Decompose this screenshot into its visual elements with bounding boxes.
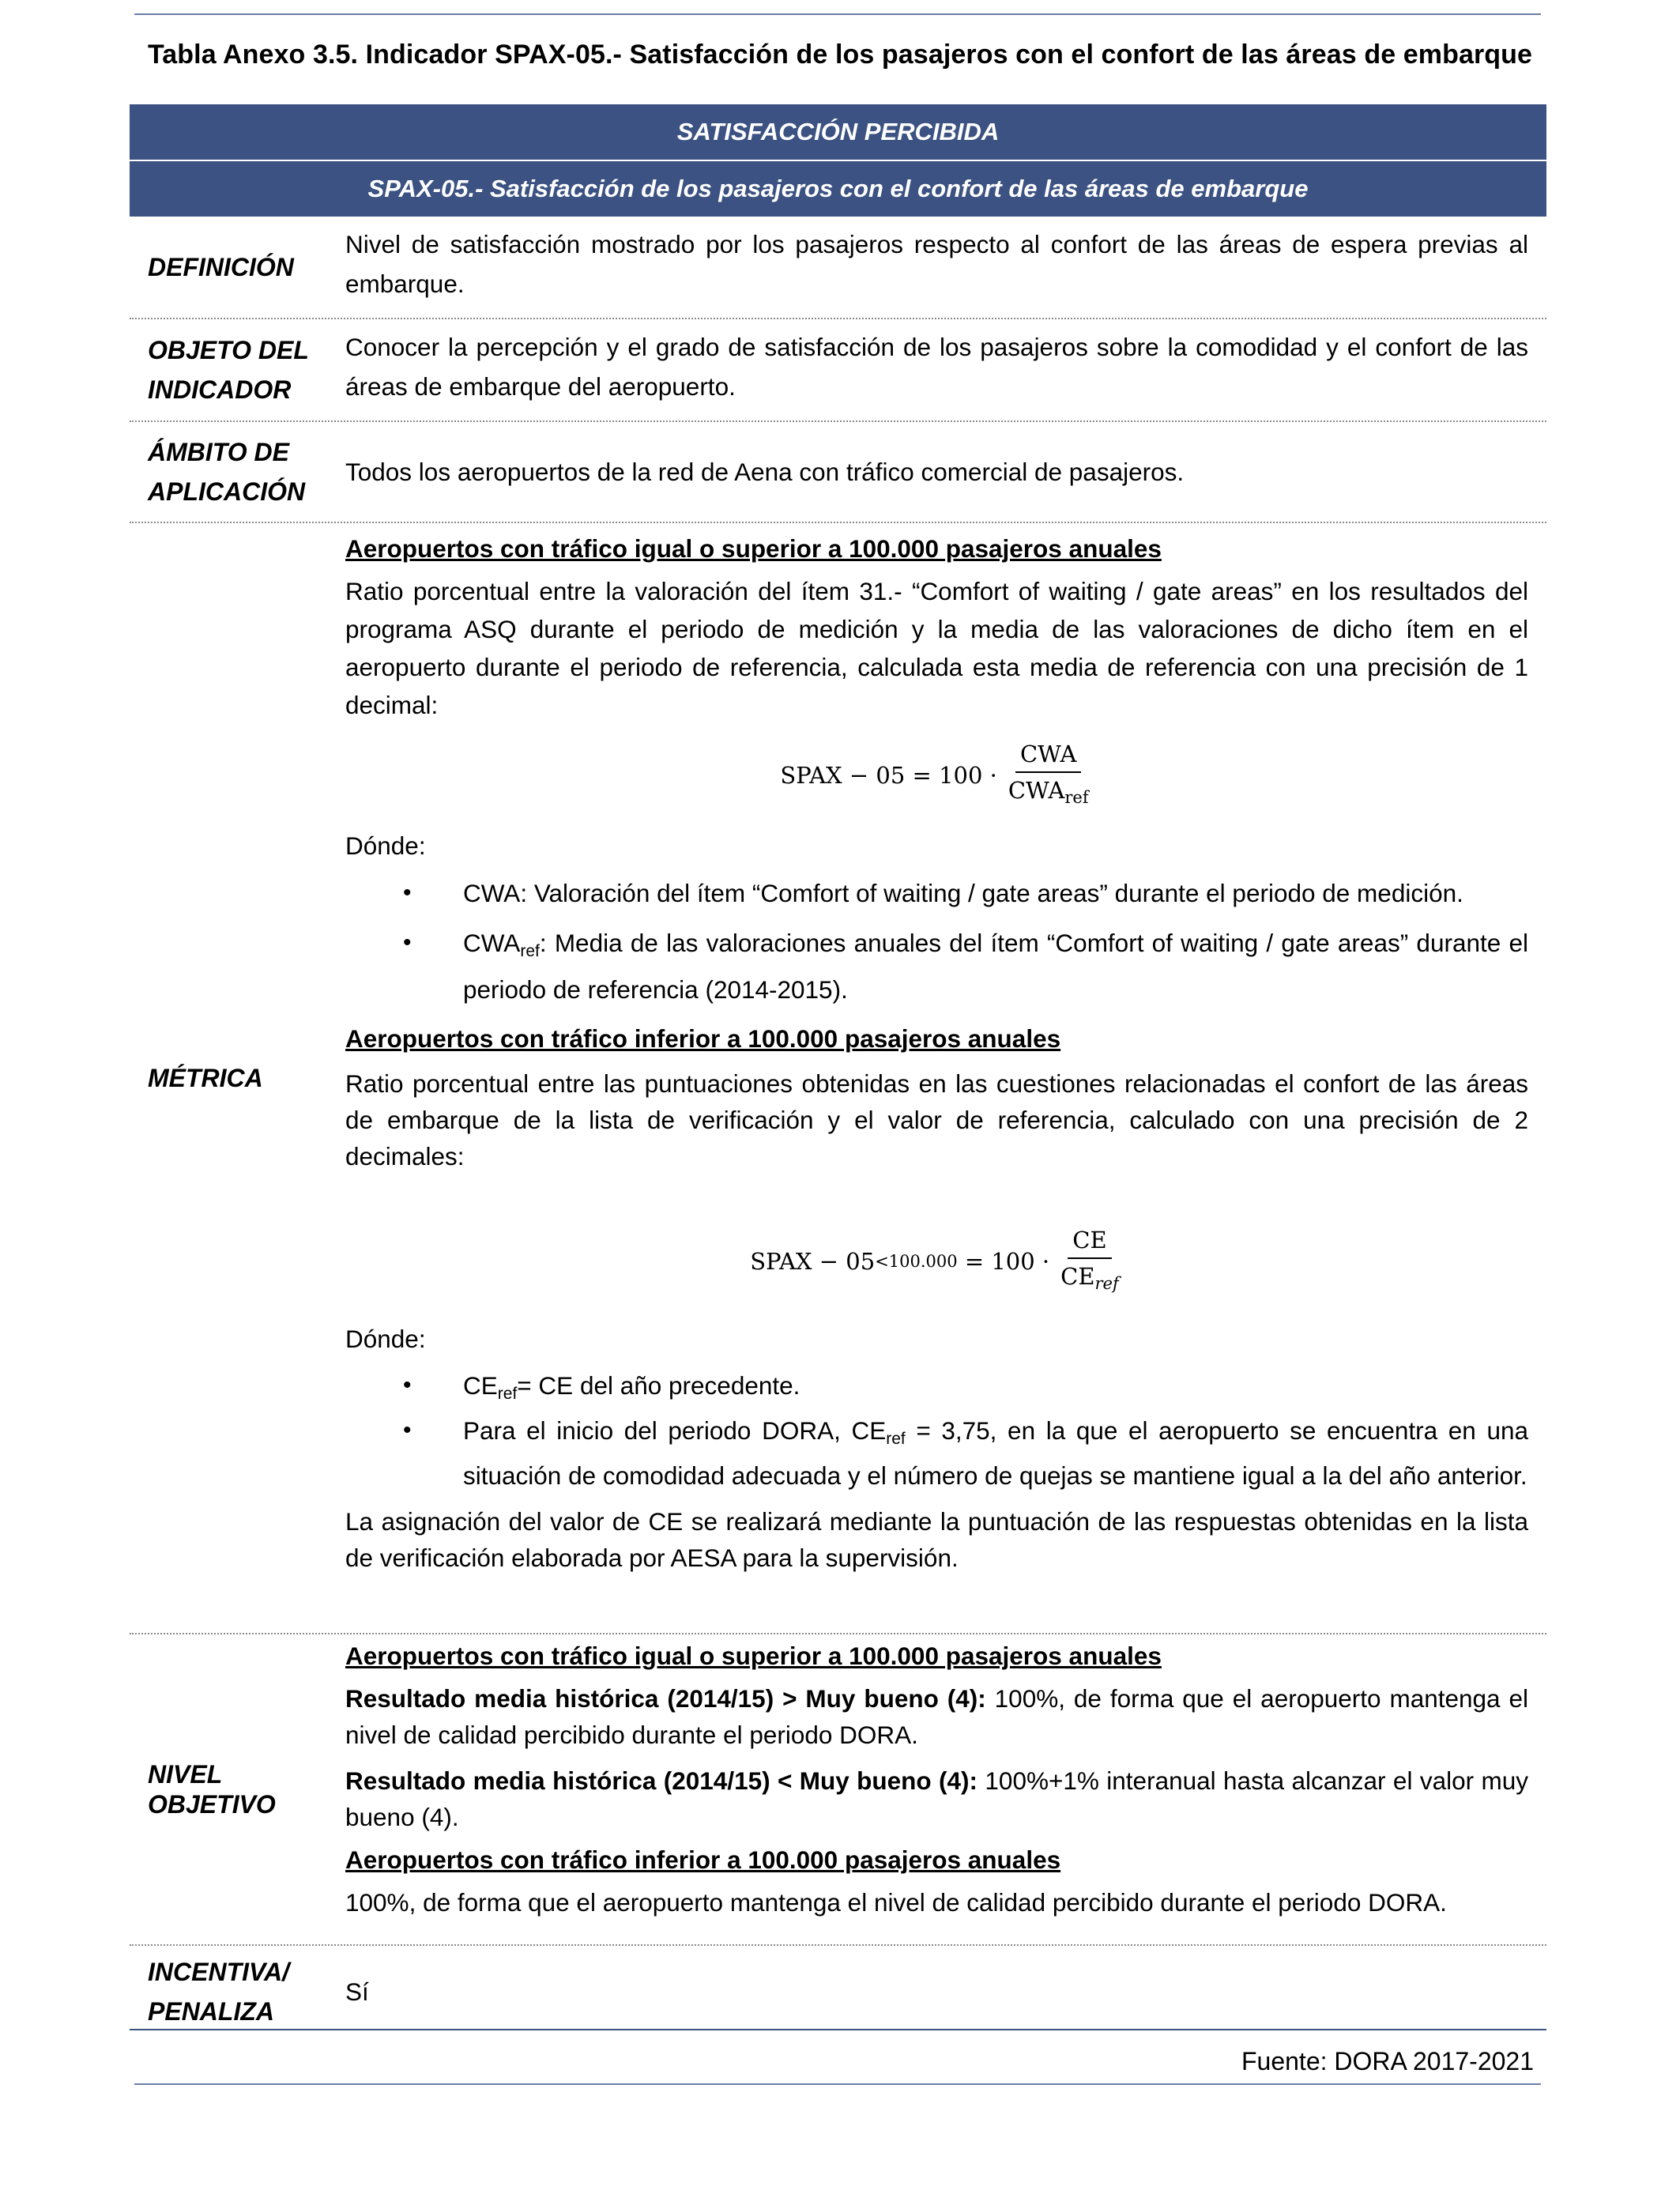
row-value [327,422,1546,522]
row-label: OBJETO DEL INDICADOR [148,336,309,404]
incentiva-text: Sí [345,1977,369,2006]
row-label: ÁMBITO DE APLICACIÓN [148,438,306,506]
row-value [327,1946,1546,2037]
bottom-rule [134,2083,1541,2085]
list-item: • Para el inicio del periodo DORA, $CE_{ref} = 3,75$, en la que el aeropuerto se encuentra en una situación de comodidad adecuada y el número de quejas se mantiene igual a la del año anterior. [345,1412,1528,1494]
metrica-heading-2: Aeropuertos con tráfico inferior a 100.000 pasajeros anuales [345,1024,1061,1053]
nivel-para-1: Resultado media histórica (2014/15) > Muy bueno (4): 100%, de forma que el aeropuerto mantenga el nivel de calidad percibido durante el periodo DORA. [345,1684,1528,1749]
objeto-text: Conocer la percepción y el grado de satisfacción de los pasajeros sobre la comodidad y el confort de las áreas de embarque del aeropuerto. [345,333,1528,401]
nivel-heading-1: Aeropuertos con tráfico igual o superior a 100.000 pasajeros anuales [345,1642,1162,1670]
ambito-text: Todos los aeropuertos de la red de Aena con tráfico comercial de pasajeros. [345,458,1185,486]
row-incentiva [130,1946,1546,2037]
table-header-title: SATISFACCIÓN PERCIBIDA [130,104,1546,160]
row-metrica [130,523,1546,1634]
table-header-subtitle: SPAX-05.- Satisfacción de los pasajeros con el confort de las áreas de embarque [130,160,1546,217]
nivel-para-3: 100%, de forma que el aeropuerto mantenga el nivel de calidad percibido durante el periodo DORA. [345,1888,1447,1917]
nivel-para-2: Resultado media histórica (2014/15) < Muy bueno (4): 100%+1% interanual hasta alcanzar el valor muy bueno (4). [345,1766,1528,1831]
row-nivel-objetivo [130,1634,1546,1946]
formula-2: SPAX − 05 <100.000 = 100 · $\frac{CE}{CE_{ref}}$ [345,1174,1528,1317]
definicion-text: Nivel de satisfacción mostrado por los pasajeros respecto al confort de las áreas de espera previas al embarque. [345,230,1528,298]
row-definicion [130,217,1546,319]
list-item: • $CE_{ref}=$ CE del año precedente. [345,1367,1528,1412]
bullet-icon: • [403,1372,412,1398]
table-bottom-rule [130,2029,1546,2030]
row-label: INCENTIVA/ PENALIZA [148,1957,289,2026]
row-label: NIVEL OBJETIVO [148,1760,276,1819]
bullets-2 [345,1367,1528,1494]
list-item: • CWA: Valoración del ítem “Comfort of waiting / gate areas” durante el periodo de medición. [345,874,1528,921]
top-rule [134,13,1541,15]
metrica-para-3: La asignación del valor de CE se realizará mediante la puntuación de las respuestas obtenidas en la lista de verificación elaborada por AESA para la supervisión. [345,1507,1528,1572]
row-value [327,217,1546,318]
bullet-icon: • [403,1417,412,1443]
metrica-para-1: Ratio porcentual entre la valoración del ítem 31.- “Comfort of waiting / gate areas” en los resultados del programa ASQ durante el periodo de medición y la media de las valoraciones de dicho ítem en el aeropuerto durante el periodo de referencia, calculada esta media de referencia con una precisión de 1 decimal: [345,577,1528,719]
bullet-icon: • [403,929,412,956]
row-ambito [130,422,1546,523]
bullets-1 [345,874,1528,1008]
nivel-heading-2: Aeropuertos con tráfico inferior a 100.000 pasajeros anuales [345,1845,1061,1874]
indicator-table [130,104,1546,2037]
list-item: • $CWA_{ref}$: Media de las valoraciones anuales del ítem “Comfort of waiting / gate areas” durante el periodo de referencia (2014-2015). [345,924,1528,1008]
row-value [327,319,1546,420]
formula-1: SPAX − 05 = 100 · $\frac{\text{CWA}}{CWA_{ref}}$ [345,724,1528,827]
donde-1: Dónde: [345,831,426,860]
metrica-heading-1: Aeropuertos con tráfico igual o superior a 100.000 pasajeros anuales [345,534,1162,563]
formula-2-fraction: $\frac{CE}{CE_{ref}}$ [1056,1223,1124,1301]
table-caption: Tabla Anexo 3.5. Indicador SPAX-05.- Satisfacción de los pasajeros con el confort de las áreas de embarque [147,40,1533,70]
source-note: Fuente: DORA 2017-2021 [1241,2047,1534,2075]
row-label: DEFINICIÓN [148,253,294,281]
metrica-para-2: Ratio porcentual entre las puntuaciones obtenidas en las cuestiones relacionadas el confort de las áreas de embarque de la lista de verificación y el valor de referencia, calculado con una precisión de 2 decimales: [345,1069,1528,1171]
formula-1-fraction: $\frac{\text{CWA}}{CWA_{ref}}$ [1004,737,1094,815]
row-objeto [130,319,1546,422]
donde-2: Dónde: [345,1325,426,1353]
row-label: MÉTRICA [148,1064,263,1092]
bullet-icon: • [403,880,412,906]
row-value [327,523,1546,1633]
row-value [327,1634,1546,1944]
